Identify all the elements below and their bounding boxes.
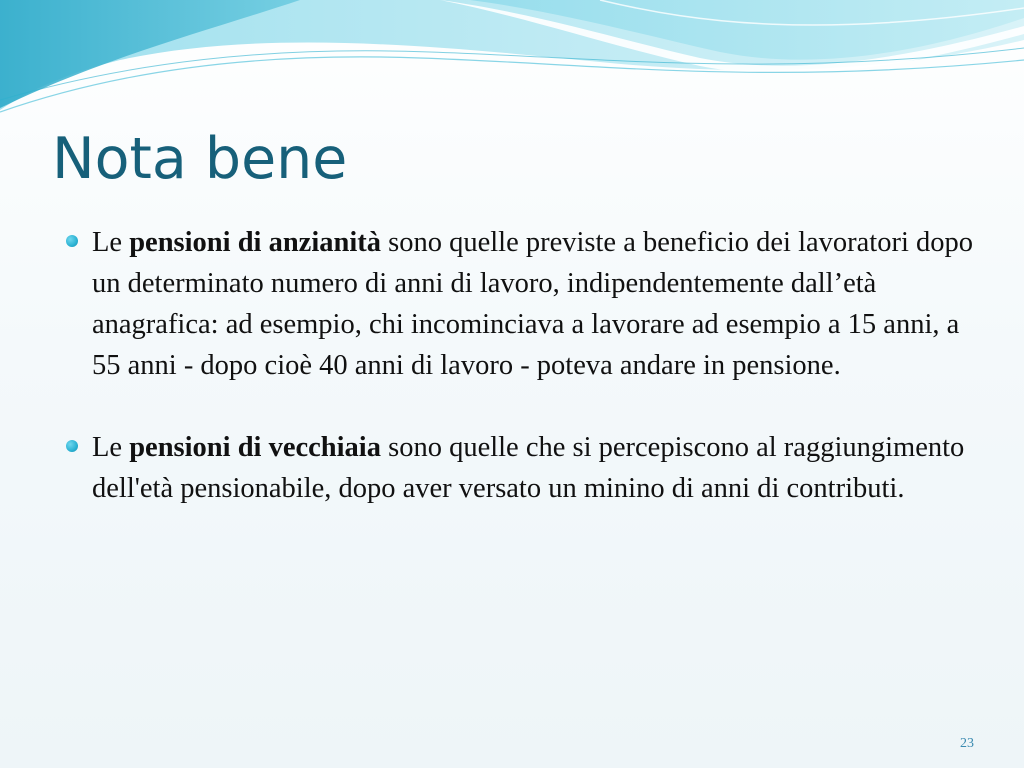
bullet-text: sono quelle che si percepiscono al raggiungimento dell'età pensionabile, dopo aver versato un minino di anni di contributi. (92, 432, 965, 504)
bullet-item (66, 427, 976, 509)
bullet-dot-icon (66, 440, 78, 452)
bullet-prefix: Le (92, 227, 130, 258)
bullet-bold-term: pensioni di anzianità (129, 227, 382, 258)
slide-number: 23 (960, 736, 974, 751)
bullet-bold-term: pensioni di vecchiaia (129, 432, 381, 463)
bullet-item (66, 222, 976, 386)
bullet-list (66, 222, 976, 509)
wave-banner-decoration (0, 0, 1024, 120)
slide-title: Nota bene (52, 126, 348, 192)
bullet-prefix: Le (92, 432, 130, 463)
bullet-text: sono quelle previste a beneficio dei lavoratori dopo un determinato numero di anni di lavoro, indipendentemente dall’età anagrafica: ad esempio, chi incominciava a lavorare ad esempio a 15 anni, a 55 anni - dopo cioè 40 anni di lavoro - poteva andare in pensione. (92, 227, 973, 381)
bullet-dot-icon (66, 235, 78, 247)
